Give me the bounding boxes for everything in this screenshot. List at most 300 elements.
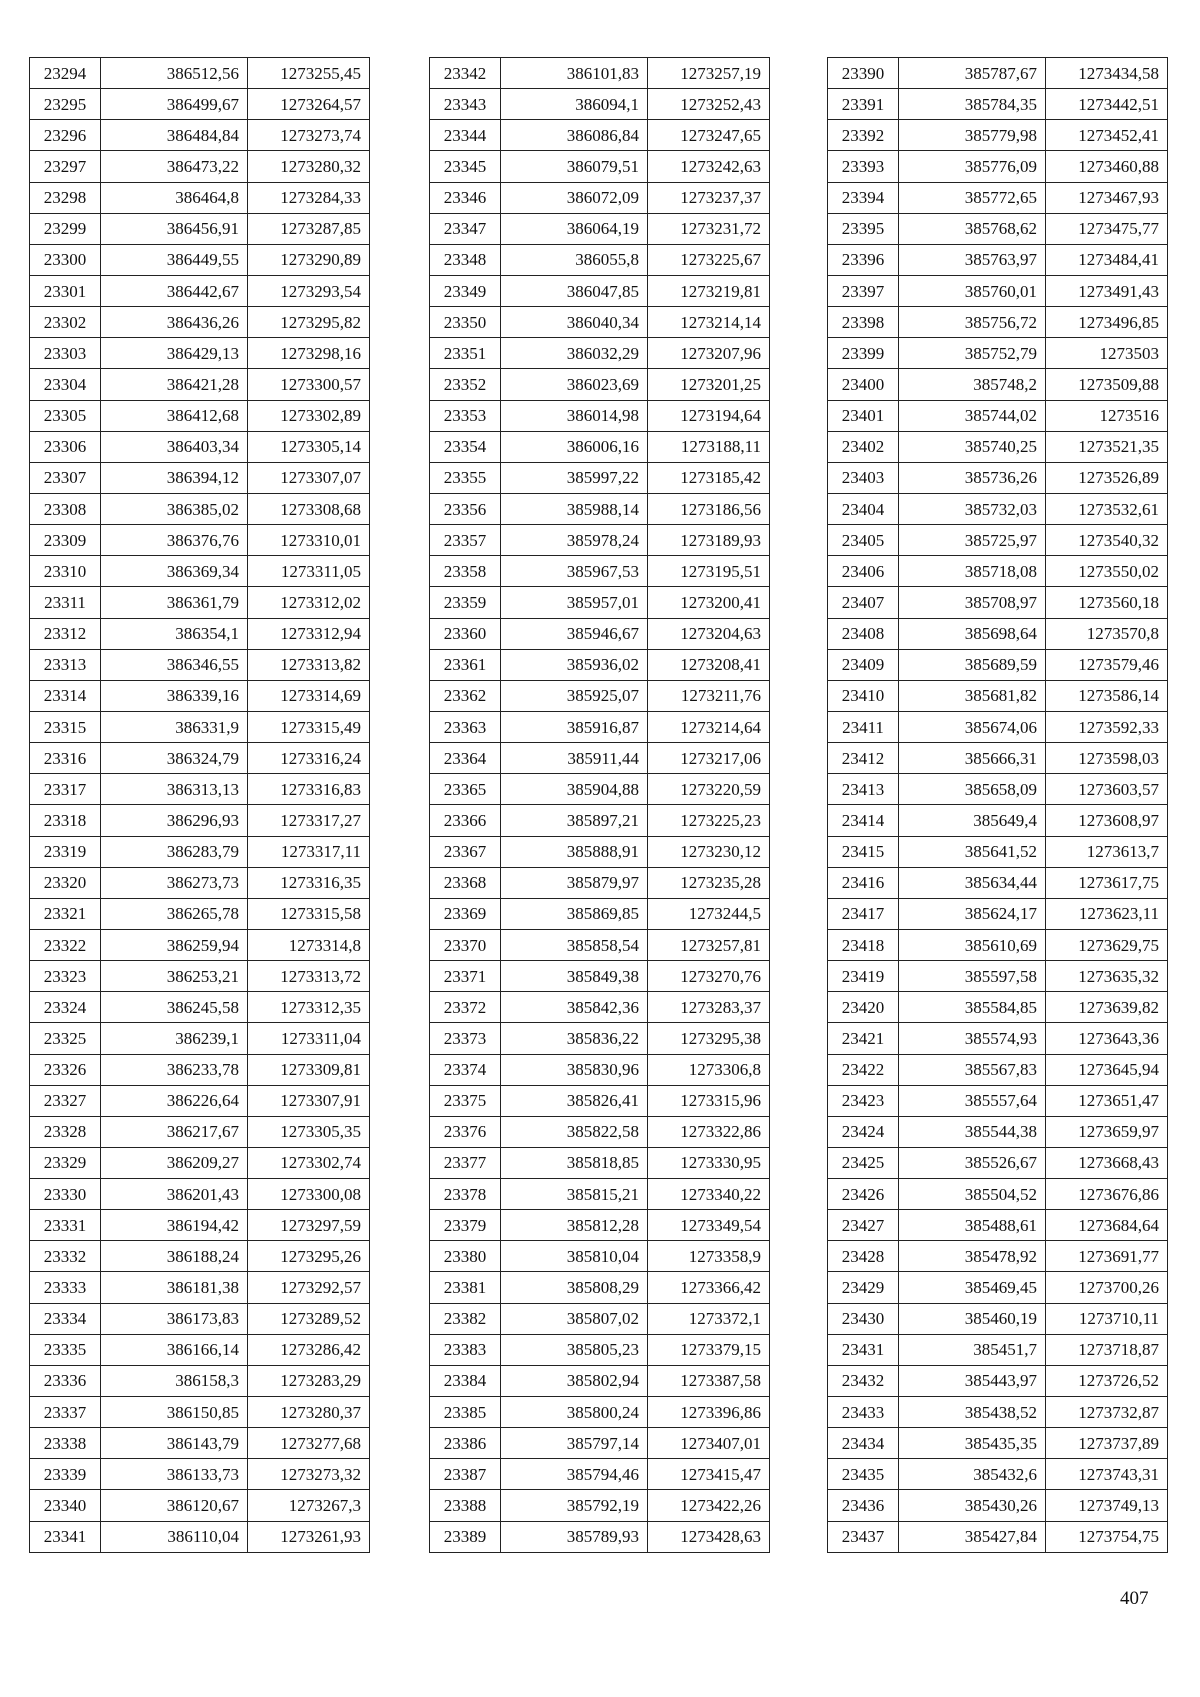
- table-row: [430, 836, 770, 867]
- y-coordinate-cell: 1273235,28: [648, 867, 770, 898]
- table-row: [30, 992, 370, 1023]
- x-coordinate-cell: 385978,24: [501, 525, 648, 556]
- point-number-cell: 23392: [828, 120, 899, 151]
- y-coordinate-cell: 1273195,51: [648, 556, 770, 587]
- x-coordinate-cell: 386421,28: [101, 369, 248, 400]
- table-row: [828, 525, 1168, 556]
- point-number-cell: 23437: [828, 1521, 899, 1552]
- x-coordinate-cell: 385888,91: [501, 836, 648, 867]
- x-coordinate-cell: 385689,59: [899, 649, 1046, 680]
- y-coordinate-cell: 1273313,72: [248, 961, 370, 992]
- table-row: [430, 525, 770, 556]
- point-number-cell: 23374: [430, 1054, 501, 1085]
- table-row: [828, 493, 1168, 524]
- y-coordinate-cell: 1273242,63: [648, 151, 770, 182]
- point-number-cell: 23402: [828, 431, 899, 462]
- point-number-cell: 23421: [828, 1023, 899, 1054]
- table-row: [30, 493, 370, 524]
- table-row: [30, 1241, 370, 1272]
- y-coordinate-cell: 1273300,08: [248, 1179, 370, 1210]
- y-coordinate-cell: 1273312,02: [248, 587, 370, 618]
- table-row: [430, 1521, 770, 1552]
- table-row: [430, 369, 770, 400]
- y-coordinate-cell: 1273295,38: [648, 1023, 770, 1054]
- x-coordinate-cell: 385634,44: [899, 867, 1046, 898]
- y-coordinate-cell: 1273316,24: [248, 743, 370, 774]
- table-row: [828, 1428, 1168, 1459]
- point-number-cell: 23352: [430, 369, 501, 400]
- point-number-cell: 23394: [828, 182, 899, 213]
- table-row: [828, 120, 1168, 151]
- x-coordinate-cell: 386233,78: [101, 1054, 248, 1085]
- x-coordinate-cell: 385822,58: [501, 1116, 648, 1147]
- point-number-cell: 23328: [30, 1116, 101, 1147]
- x-coordinate-cell: 386324,79: [101, 743, 248, 774]
- y-coordinate-cell: 1273532,61: [1046, 493, 1168, 524]
- x-coordinate-cell: 386014,98: [501, 400, 648, 431]
- table-row: [828, 431, 1168, 462]
- table-row: [828, 1521, 1168, 1552]
- y-coordinate-cell: 1273317,27: [248, 805, 370, 836]
- point-number-cell: 23386: [430, 1428, 501, 1459]
- point-number-cell: 23329: [30, 1147, 101, 1178]
- y-coordinate-cell: 1273366,42: [648, 1272, 770, 1303]
- x-coordinate-cell: 386150,85: [101, 1397, 248, 1428]
- y-coordinate-cell: 1273315,96: [648, 1085, 770, 1116]
- point-number-cell: 23415: [828, 836, 899, 867]
- point-number-cell: 23351: [430, 338, 501, 369]
- point-number-cell: 23403: [828, 462, 899, 493]
- point-number-cell: 23346: [430, 182, 501, 213]
- y-coordinate-cell: 1273737,89: [1046, 1428, 1168, 1459]
- table-row: [828, 151, 1168, 182]
- y-coordinate-cell: 1273754,75: [1046, 1521, 1168, 1552]
- point-number-cell: 23389: [430, 1521, 501, 1552]
- x-coordinate-cell: 385544,38: [899, 1116, 1046, 1147]
- point-number-cell: 23305: [30, 400, 101, 431]
- y-coordinate-cell: 1273434,58: [1046, 58, 1168, 89]
- y-coordinate-cell: 1273314,8: [248, 929, 370, 960]
- point-number-cell: 23303: [30, 338, 101, 369]
- point-number-cell: 23311: [30, 587, 101, 618]
- table-row: [828, 1459, 1168, 1490]
- x-coordinate-cell: 386354,1: [101, 618, 248, 649]
- x-coordinate-cell: 385674,06: [899, 711, 1046, 742]
- point-number-cell: 23417: [828, 898, 899, 929]
- point-number-cell: 23382: [430, 1303, 501, 1334]
- table-row: [30, 1334, 370, 1365]
- x-coordinate-cell: 386313,13: [101, 774, 248, 805]
- y-coordinate-cell: 1273484,41: [1046, 244, 1168, 275]
- table-row: [828, 1365, 1168, 1396]
- y-coordinate-cell: 1273684,64: [1046, 1210, 1168, 1241]
- point-number-cell: 23315: [30, 711, 101, 742]
- x-coordinate-cell: 385879,97: [501, 867, 648, 898]
- x-coordinate-cell: 386158,3: [101, 1365, 248, 1396]
- table-row: [828, 89, 1168, 120]
- x-coordinate-cell: 386369,34: [101, 556, 248, 587]
- x-coordinate-cell: 386006,16: [501, 431, 648, 462]
- point-number-cell: 23296: [30, 120, 101, 151]
- x-coordinate-cell: 386346,55: [101, 649, 248, 680]
- x-coordinate-cell: 385451,7: [899, 1334, 1046, 1365]
- table-row: [430, 867, 770, 898]
- y-coordinate-cell: 1273718,87: [1046, 1334, 1168, 1365]
- table-row: [430, 89, 770, 120]
- y-coordinate-cell: 1273526,89: [1046, 462, 1168, 493]
- x-coordinate-cell: 385427,84: [899, 1521, 1046, 1552]
- point-number-cell: 23431: [828, 1334, 899, 1365]
- y-coordinate-cell: 1273307,07: [248, 462, 370, 493]
- y-coordinate-cell: 1273267,3: [248, 1490, 370, 1521]
- point-number-cell: 23339: [30, 1459, 101, 1490]
- y-coordinate-cell: 1273340,22: [648, 1179, 770, 1210]
- point-number-cell: 23336: [30, 1365, 101, 1396]
- x-coordinate-cell: 385432,6: [899, 1459, 1046, 1490]
- table-row: [430, 120, 770, 151]
- point-number-cell: 23302: [30, 307, 101, 338]
- point-number-cell: 23426: [828, 1179, 899, 1210]
- y-coordinate-cell: 1273452,41: [1046, 120, 1168, 151]
- y-coordinate-cell: 1273422,26: [648, 1490, 770, 1521]
- y-coordinate-cell: 1273290,89: [248, 244, 370, 275]
- x-coordinate-cell: 385666,31: [899, 743, 1046, 774]
- y-coordinate-cell: 1273185,42: [648, 462, 770, 493]
- y-coordinate-cell: 1273200,41: [648, 587, 770, 618]
- table-row: [30, 961, 370, 992]
- point-number-cell: 23349: [430, 275, 501, 306]
- point-number-cell: 23325: [30, 1023, 101, 1054]
- point-number-cell: 23380: [430, 1241, 501, 1272]
- table-row: [430, 1116, 770, 1147]
- x-coordinate-cell: 385597,58: [899, 961, 1046, 992]
- table-row: [430, 587, 770, 618]
- table-row: [828, 307, 1168, 338]
- point-number-cell: 23370: [430, 929, 501, 960]
- x-coordinate-cell: 386217,67: [101, 1116, 248, 1147]
- table-row: [828, 1334, 1168, 1365]
- x-coordinate-cell: 385752,79: [899, 338, 1046, 369]
- table-row: [30, 89, 370, 120]
- x-coordinate-cell: 385997,22: [501, 462, 648, 493]
- point-number-cell: 23436: [828, 1490, 899, 1521]
- y-coordinate-cell: 1273407,01: [648, 1428, 770, 1459]
- table-row: [430, 1054, 770, 1085]
- point-number-cell: 23340: [30, 1490, 101, 1521]
- table-row: [30, 1459, 370, 1490]
- table-row: [30, 1116, 370, 1147]
- x-coordinate-cell: 386449,55: [101, 244, 248, 275]
- x-coordinate-cell: 385469,45: [899, 1272, 1046, 1303]
- table-row: [30, 369, 370, 400]
- y-coordinate-cell: 1273277,68: [248, 1428, 370, 1459]
- table-row: [430, 898, 770, 929]
- point-number-cell: 23377: [430, 1147, 501, 1178]
- y-coordinate-cell: 1273316,35: [248, 867, 370, 898]
- table-row: [430, 244, 770, 275]
- x-coordinate-cell: 385925,07: [501, 680, 648, 711]
- y-coordinate-cell: 1273743,31: [1046, 1459, 1168, 1490]
- x-coordinate-cell: 385794,46: [501, 1459, 648, 1490]
- x-coordinate-cell: 386512,56: [101, 58, 248, 89]
- table-row: [30, 151, 370, 182]
- y-coordinate-cell: 1273307,91: [248, 1085, 370, 1116]
- y-coordinate-cell: 1273603,57: [1046, 774, 1168, 805]
- y-coordinate-cell: 1273311,04: [248, 1023, 370, 1054]
- x-coordinate-cell: 385936,02: [501, 649, 648, 680]
- x-coordinate-cell: 386032,29: [501, 338, 648, 369]
- x-coordinate-cell: 385567,83: [899, 1054, 1046, 1085]
- point-number-cell: 23404: [828, 493, 899, 524]
- y-coordinate-cell: 1273496,85: [1046, 307, 1168, 338]
- y-coordinate-cell: 1273608,97: [1046, 805, 1168, 836]
- y-coordinate-cell: 1273225,67: [648, 244, 770, 275]
- table-row: [828, 1303, 1168, 1334]
- point-number-cell: 23327: [30, 1085, 101, 1116]
- y-coordinate-cell: 1273570,8: [1046, 618, 1168, 649]
- x-coordinate-cell: 386040,34: [501, 307, 648, 338]
- point-number-cell: 23359: [430, 587, 501, 618]
- x-coordinate-cell: 386403,34: [101, 431, 248, 462]
- table-row: [430, 493, 770, 524]
- point-number-cell: 23407: [828, 587, 899, 618]
- x-coordinate-cell: 385815,21: [501, 1179, 648, 1210]
- x-coordinate-cell: 386239,1: [101, 1023, 248, 1054]
- table-row: [30, 1365, 370, 1396]
- x-coordinate-cell: 386055,8: [501, 244, 648, 275]
- table-row: [828, 1210, 1168, 1241]
- y-coordinate-cell: 1273244,5: [648, 898, 770, 929]
- y-coordinate-cell: 1273315,49: [248, 711, 370, 742]
- x-coordinate-cell: 385784,35: [899, 89, 1046, 120]
- point-number-cell: 23335: [30, 1334, 101, 1365]
- table-row: [828, 992, 1168, 1023]
- x-coordinate-cell: 386412,68: [101, 400, 248, 431]
- y-coordinate-cell: 1273309,81: [248, 1054, 370, 1085]
- y-coordinate-cell: 1273550,02: [1046, 556, 1168, 587]
- table-row: [30, 1179, 370, 1210]
- table-row: [828, 774, 1168, 805]
- point-number-cell: 23360: [430, 618, 501, 649]
- y-coordinate-cell: 1273676,86: [1046, 1179, 1168, 1210]
- x-coordinate-cell: 385681,82: [899, 680, 1046, 711]
- y-coordinate-cell: 1273598,03: [1046, 743, 1168, 774]
- y-coordinate-cell: 1273475,77: [1046, 213, 1168, 244]
- x-coordinate-cell: 385897,21: [501, 805, 648, 836]
- point-number-cell: 23371: [430, 961, 501, 992]
- point-number-cell: 23435: [828, 1459, 899, 1490]
- x-coordinate-cell: 385768,62: [899, 213, 1046, 244]
- y-coordinate-cell: 1273645,94: [1046, 1054, 1168, 1085]
- table-row: [430, 58, 770, 89]
- y-coordinate-cell: 1273283,29: [248, 1365, 370, 1396]
- table-row: [828, 649, 1168, 680]
- x-coordinate-cell: 386265,78: [101, 898, 248, 929]
- y-coordinate-cell: 1273280,37: [248, 1397, 370, 1428]
- y-coordinate-cell: 1273312,35: [248, 992, 370, 1023]
- point-number-cell: 23422: [828, 1054, 899, 1085]
- x-coordinate-cell: 386331,9: [101, 711, 248, 742]
- point-number-cell: 23309: [30, 525, 101, 556]
- x-coordinate-cell: 385574,93: [899, 1023, 1046, 1054]
- y-coordinate-cell: 1273264,57: [248, 89, 370, 120]
- table-row: [828, 743, 1168, 774]
- y-coordinate-cell: 1273349,54: [648, 1210, 770, 1241]
- x-coordinate-cell: 386194,42: [101, 1210, 248, 1241]
- x-coordinate-cell: 385802,94: [501, 1365, 648, 1396]
- coordinate-table-2: [429, 57, 770, 1553]
- x-coordinate-cell: 385725,97: [899, 525, 1046, 556]
- point-number-cell: 23432: [828, 1365, 899, 1396]
- point-number-cell: 23411: [828, 711, 899, 742]
- point-number-cell: 23425: [828, 1147, 899, 1178]
- table-row: [30, 929, 370, 960]
- point-number-cell: 23393: [828, 151, 899, 182]
- table-row: [430, 1210, 770, 1241]
- x-coordinate-cell: 386023,69: [501, 369, 648, 400]
- x-coordinate-cell: 385792,19: [501, 1490, 648, 1521]
- x-coordinate-cell: 386484,84: [101, 120, 248, 151]
- table-row: [430, 1272, 770, 1303]
- y-coordinate-cell: 1273372,1: [648, 1303, 770, 1334]
- y-coordinate-cell: 1273286,42: [248, 1334, 370, 1365]
- table-row: [30, 649, 370, 680]
- point-number-cell: 23376: [430, 1116, 501, 1147]
- y-coordinate-cell: 1273613,7: [1046, 836, 1168, 867]
- table-row: [30, 1085, 370, 1116]
- x-coordinate-cell: 385826,41: [501, 1085, 648, 1116]
- table-row: [430, 400, 770, 431]
- table-row: [828, 587, 1168, 618]
- x-coordinate-cell: 386133,73: [101, 1459, 248, 1490]
- x-coordinate-cell: 385967,53: [501, 556, 648, 587]
- x-coordinate-cell: 386361,79: [101, 587, 248, 618]
- y-coordinate-cell: 1273188,11: [648, 431, 770, 462]
- point-number-cell: 23428: [828, 1241, 899, 1272]
- point-number-cell: 23416: [828, 867, 899, 898]
- table-row: [30, 587, 370, 618]
- table-row: [30, 462, 370, 493]
- x-coordinate-cell: 385807,02: [501, 1303, 648, 1334]
- table-row: [30, 1023, 370, 1054]
- x-coordinate-cell: 385584,85: [899, 992, 1046, 1023]
- point-number-cell: 23414: [828, 805, 899, 836]
- x-coordinate-cell: 385718,08: [899, 556, 1046, 587]
- point-number-cell: 23420: [828, 992, 899, 1023]
- y-coordinate-cell: 1273317,11: [248, 836, 370, 867]
- point-number-cell: 23330: [30, 1179, 101, 1210]
- x-coordinate-cell: 385708,97: [899, 587, 1046, 618]
- x-coordinate-cell: 385869,85: [501, 898, 648, 929]
- y-coordinate-cell: 1273255,45: [248, 58, 370, 89]
- table-row: [430, 1428, 770, 1459]
- table-row: [30, 743, 370, 774]
- x-coordinate-cell: 385797,14: [501, 1428, 648, 1459]
- point-number-cell: 23334: [30, 1303, 101, 1334]
- table-row: [430, 151, 770, 182]
- point-number-cell: 23348: [430, 244, 501, 275]
- point-number-cell: 23353: [430, 400, 501, 431]
- y-coordinate-cell: 1273201,25: [648, 369, 770, 400]
- y-coordinate-cell: 1273322,86: [648, 1116, 770, 1147]
- table-row: [430, 431, 770, 462]
- y-coordinate-cell: 1273516: [1046, 400, 1168, 431]
- table-row: [828, 369, 1168, 400]
- x-coordinate-cell: 386086,84: [501, 120, 648, 151]
- table-row: [430, 743, 770, 774]
- x-coordinate-cell: 385478,92: [899, 1241, 1046, 1272]
- point-number-cell: 23387: [430, 1459, 501, 1490]
- y-coordinate-cell: 1273207,96: [648, 338, 770, 369]
- y-coordinate-cell: 1273186,56: [648, 493, 770, 524]
- point-number-cell: 23384: [430, 1365, 501, 1396]
- point-number-cell: 23365: [430, 774, 501, 805]
- x-coordinate-cell: 385916,87: [501, 711, 648, 742]
- x-coordinate-cell: 385438,52: [899, 1397, 1046, 1428]
- x-coordinate-cell: 385460,19: [899, 1303, 1046, 1334]
- y-coordinate-cell: 1273629,75: [1046, 929, 1168, 960]
- x-coordinate-cell: 385772,65: [899, 182, 1046, 213]
- y-coordinate-cell: 1273211,76: [648, 680, 770, 711]
- point-number-cell: 23406: [828, 556, 899, 587]
- table-row: [430, 1490, 770, 1521]
- table-row: [828, 929, 1168, 960]
- y-coordinate-cell: 1273311,05: [248, 556, 370, 587]
- table-row: [430, 774, 770, 805]
- y-coordinate-cell: 1273315,58: [248, 898, 370, 929]
- x-coordinate-cell: 386283,79: [101, 836, 248, 867]
- point-number-cell: 23405: [828, 525, 899, 556]
- point-number-cell: 23343: [430, 89, 501, 120]
- point-number-cell: 23418: [828, 929, 899, 960]
- y-coordinate-cell: 1273521,35: [1046, 431, 1168, 462]
- x-coordinate-cell: 385842,36: [501, 992, 648, 1023]
- y-coordinate-cell: 1273668,43: [1046, 1147, 1168, 1178]
- table-row: [30, 1397, 370, 1428]
- y-coordinate-cell: 1273358,9: [648, 1241, 770, 1272]
- point-number-cell: 23345: [430, 151, 501, 182]
- y-coordinate-cell: 1273651,47: [1046, 1085, 1168, 1116]
- table-row: [828, 462, 1168, 493]
- point-number-cell: 23434: [828, 1428, 899, 1459]
- point-number-cell: 23400: [828, 369, 899, 400]
- point-number-cell: 23317: [30, 774, 101, 805]
- table-row: [828, 836, 1168, 867]
- y-coordinate-cell: 1273540,32: [1046, 525, 1168, 556]
- table-row: [30, 338, 370, 369]
- y-coordinate-cell: 1273284,33: [248, 182, 370, 213]
- y-coordinate-cell: 1273305,35: [248, 1116, 370, 1147]
- x-coordinate-cell: 386245,58: [101, 992, 248, 1023]
- table-row: [30, 431, 370, 462]
- table-row: [430, 618, 770, 649]
- y-coordinate-cell: 1273287,85: [248, 213, 370, 244]
- table-row: [828, 1179, 1168, 1210]
- table-row: [430, 307, 770, 338]
- y-coordinate-cell: 1273302,74: [248, 1147, 370, 1178]
- point-number-cell: 23304: [30, 369, 101, 400]
- table-row: [430, 182, 770, 213]
- y-coordinate-cell: 1273298,16: [248, 338, 370, 369]
- coordinate-table-3: [827, 57, 1168, 1553]
- point-number-cell: 23369: [430, 898, 501, 929]
- table-row: [430, 556, 770, 587]
- x-coordinate-cell: 385435,35: [899, 1428, 1046, 1459]
- y-coordinate-cell: 1273700,26: [1046, 1272, 1168, 1303]
- table-row: [30, 1303, 370, 1334]
- table-row: [430, 1397, 770, 1428]
- point-number-cell: 23372: [430, 992, 501, 1023]
